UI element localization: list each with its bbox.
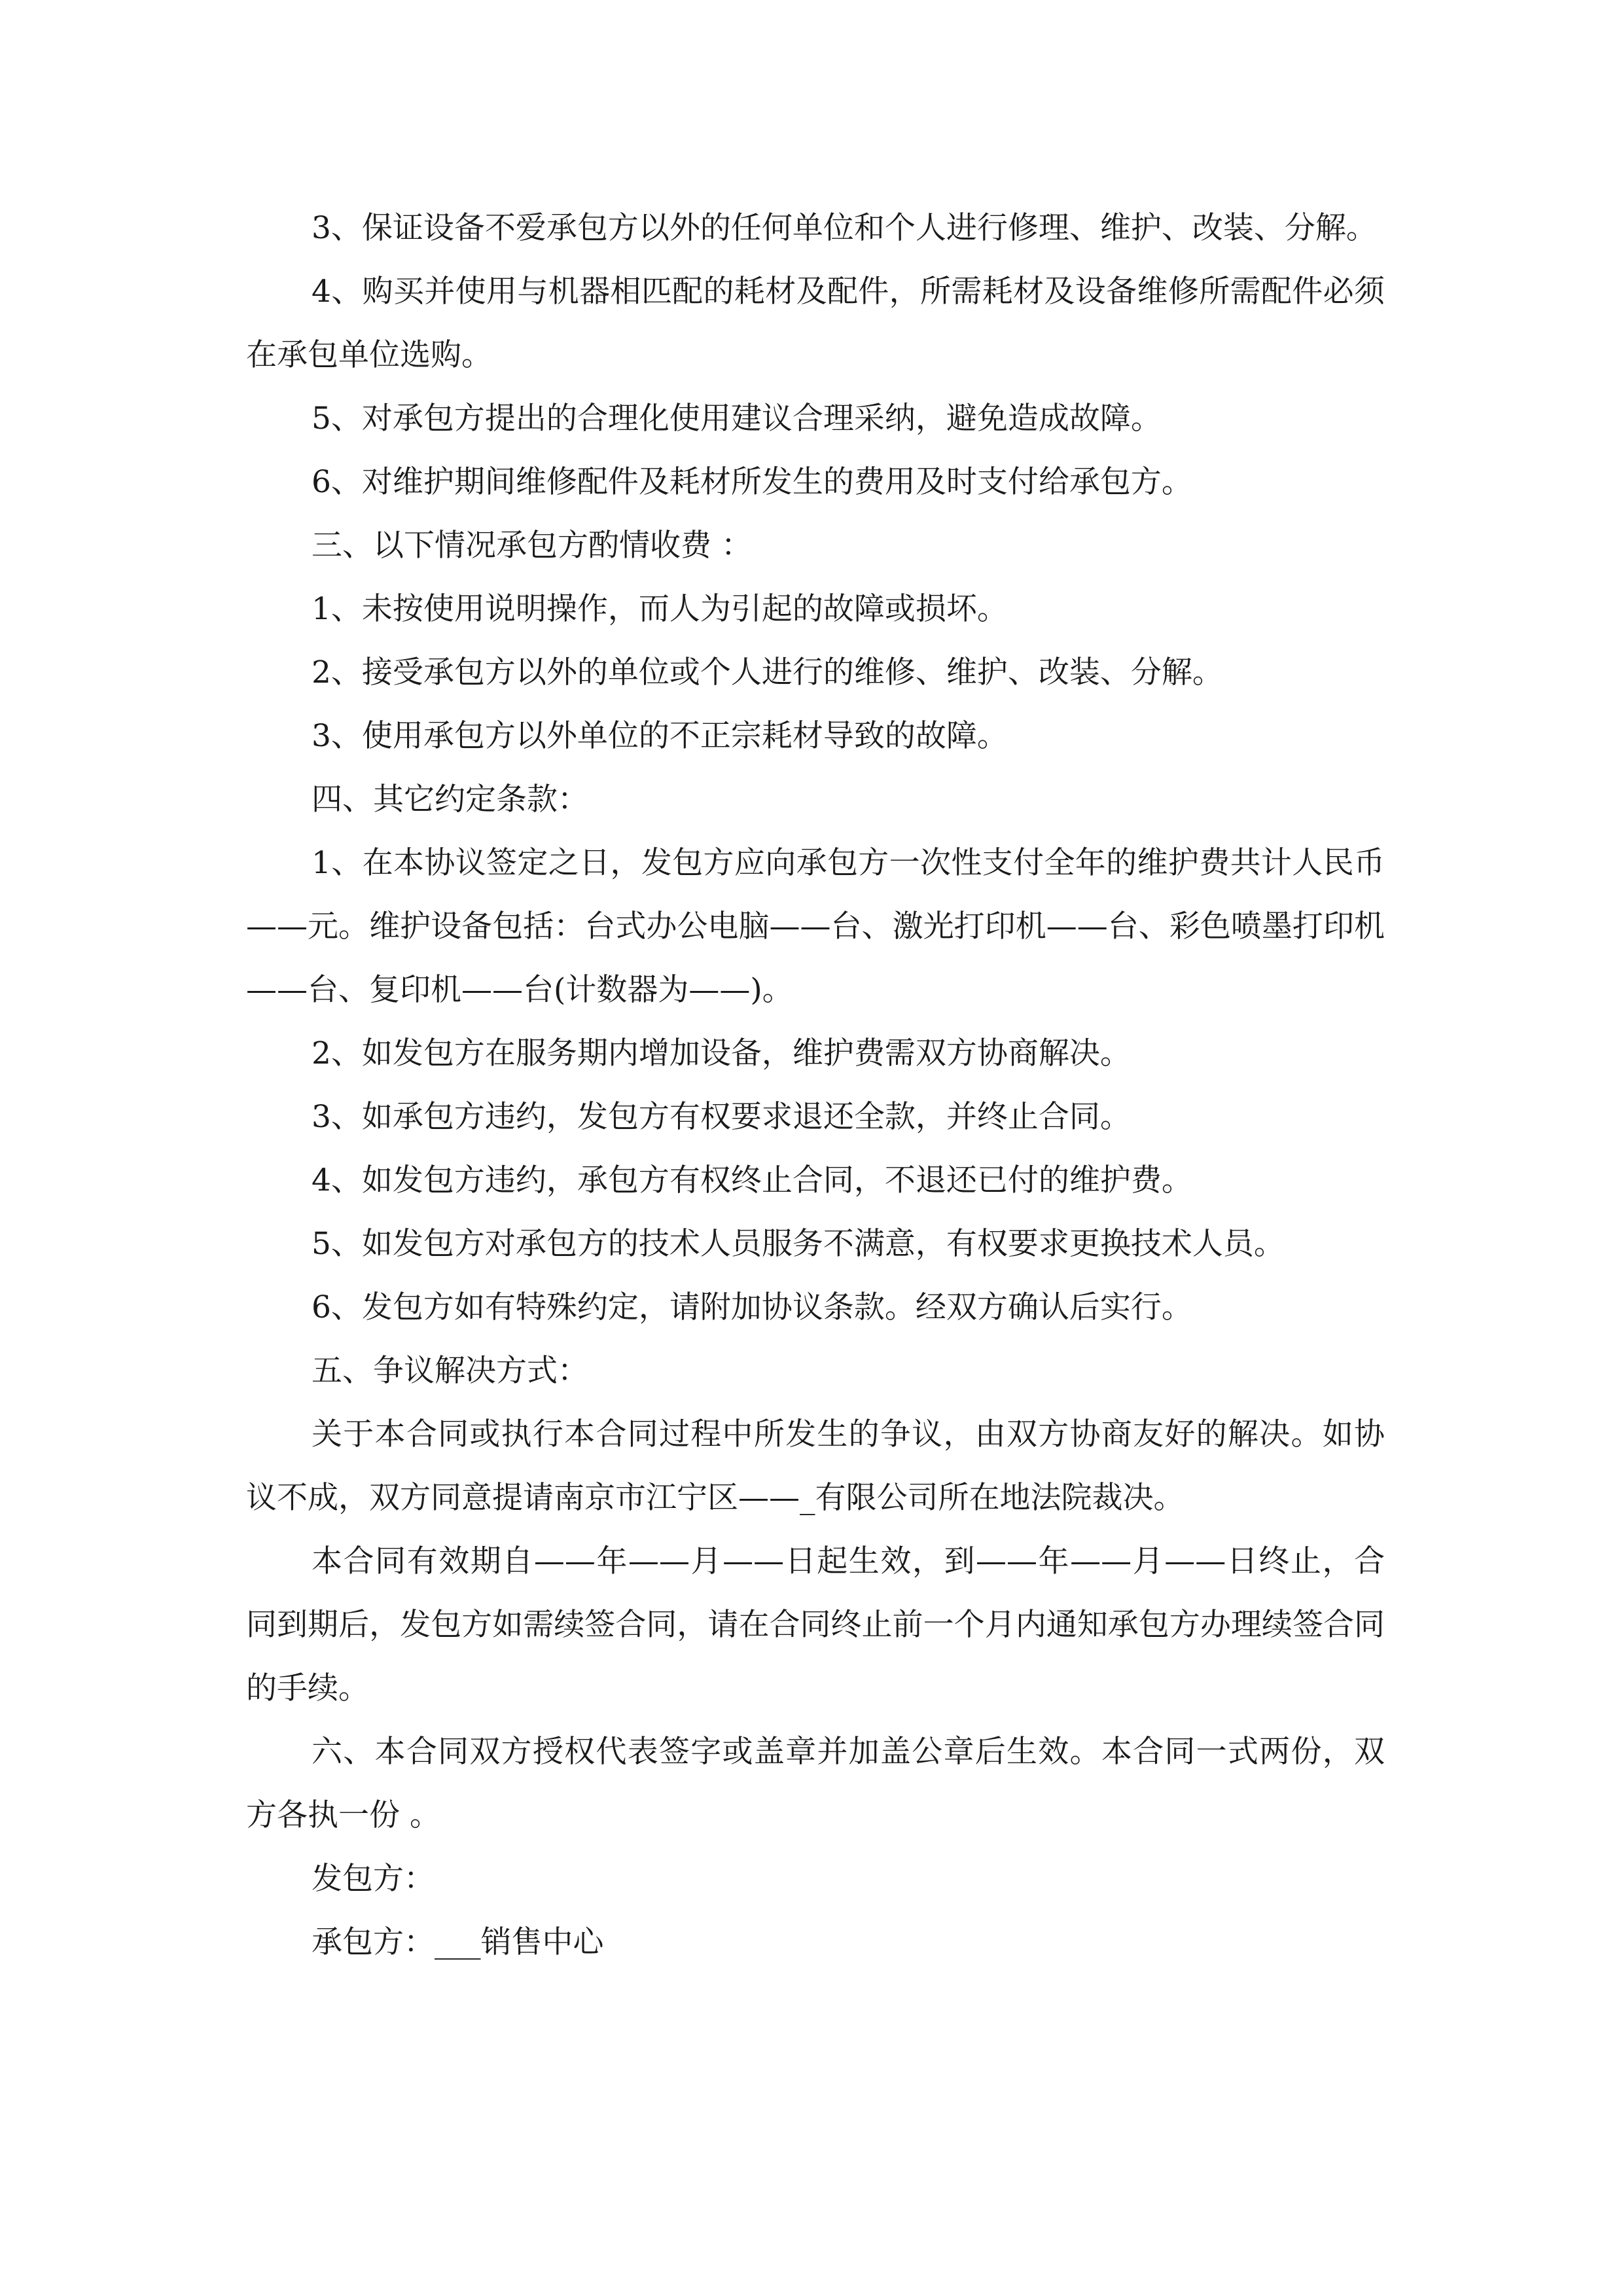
paragraph-clause-5: 5、对承包方提出的合理化使用建议合理采纳，避免造成故障。 <box>312 401 1162 437</box>
paragraph-fee-2: 2、接受承包方以外的单位或个人进行的维修、维护、改装、分解。 <box>312 655 1223 691</box>
paragraph-dispute: 关于本合同或执行本合同过程中所发生的争议，由双方协商友好的解决。如协议不成，双方同意提请南京市江宁区——_有限公司所在地法院裁决。 <box>246 1416 1385 1516</box>
section-heading-6: 六、本合同双方授权代表签字或盖章并加盖公章后生效。本合同一式两份，双方各执一份 。 <box>246 1734 1385 1833</box>
paragraph-fee-3: 3、使用承包方以外单位的不正宗耗材导致的故障。 <box>312 718 1008 754</box>
paragraph-term-6: 6、发包方如有特殊约定，请附加协议条款。经双方确认后实行。 <box>312 1289 1192 1325</box>
document-body <box>246 196 1385 1974</box>
paragraph-term-4: 4、如发包方违约，承包方有权终止合同，不退还已付的维护费。 <box>312 1162 1192 1198</box>
section-heading-4: 四、其它约定条款： <box>312 781 588 817</box>
paragraph-term-3: 3、如承包方违约，发包方有权要求退还全款，并终止合同。 <box>312 1099 1131 1135</box>
paragraph-term-1: 1、在本协议签定之日，发包方应向承包方一次性支付全年的维护费共计人民币——元。维护设备包括：台式办公电脑——台、激光打印机——台、彩色喷墨打印机——台、复印机——台(计数器为——)。 <box>246 845 1385 1008</box>
section-heading-3: 三、以下情况承包方酌情收费 ： <box>312 528 752 564</box>
paragraph-validity: 本合同有效期自——年——月——日起生效，到——年——月——日终止，合同到期后，发包方如需续签合同，请在合同终止前一个月内通知承包方办理续签合同的手续。 <box>246 1543 1385 1706</box>
signature-party-b: 承包方：___销售中心 <box>312 1924 604 1960</box>
paragraph-term-5: 5、如发包方对承包方的技术人员服务不满意，有权要求更换技术人员。 <box>312 1226 1285 1262</box>
paragraph-term-2: 2、如发包方在服务期内增加设备，维护费需双方协商解决。 <box>312 1035 1131 1071</box>
signature-party-a: 发包方： <box>312 1861 435 1897</box>
section-heading-5: 五、争议解决方式： <box>312 1353 588 1389</box>
paragraph-clause-6: 6、对维护期间维修配件及耗材所发生的费用及时支付给承包方。 <box>312 464 1192 500</box>
paragraph-clause-4: 4、购买并使用与机器相匹配的耗材及配件，所需耗材及设备维修所需配件必须在承包单位选购。 <box>246 274 1385 373</box>
paragraph-fee-1: 1、未按使用说明操作，而人为引起的故障或损坏。 <box>312 591 1008 627</box>
paragraph-clause-3: 3、保证设备不爱承包方以外的任何单位和个人进行修理、维护、改装、分解。 <box>312 210 1377 246</box>
